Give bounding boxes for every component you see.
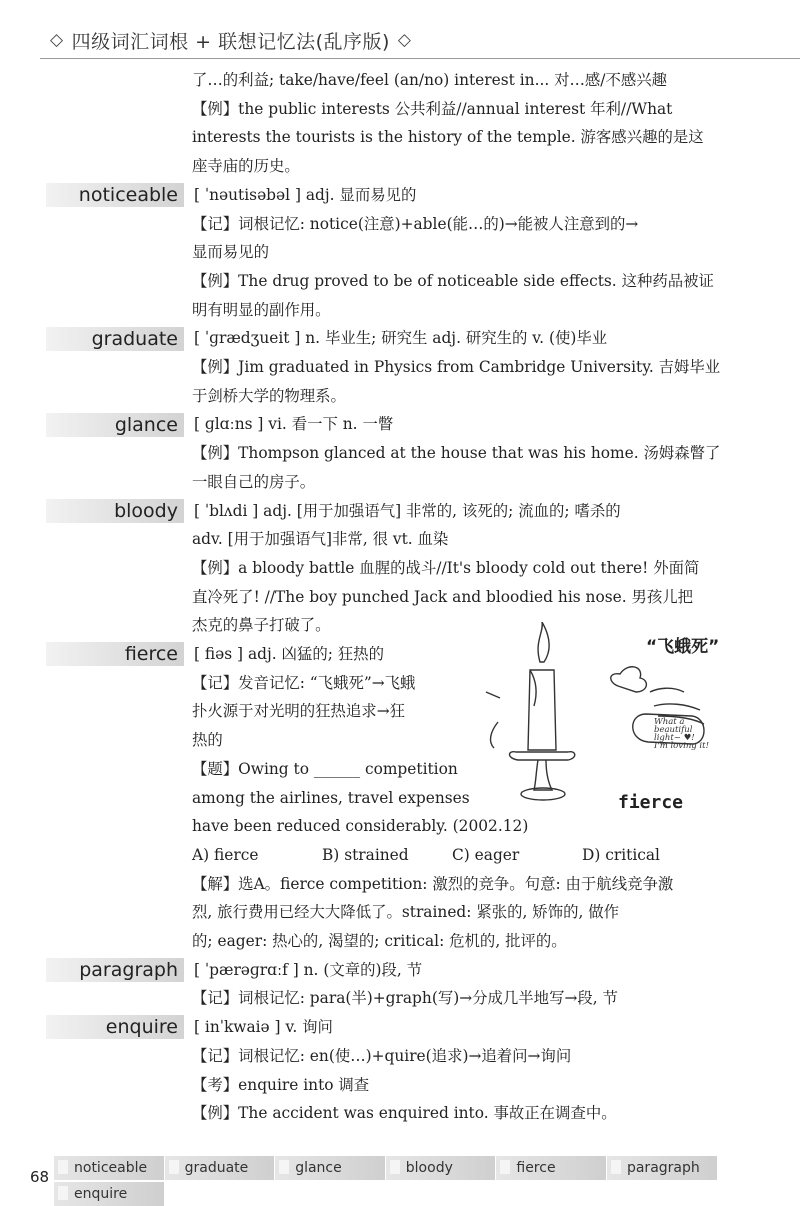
candle-moth-illustration xyxy=(478,622,728,812)
text-line: have been reduced considerably. (2002.12) xyxy=(192,817,529,836)
answer-choice: D) critical xyxy=(582,845,660,864)
text-line: 直冷死了! //The boy punched Jack and bloodied his nose. 男孩儿把 xyxy=(192,587,694,606)
entry-head xyxy=(46,181,736,210)
entry-head xyxy=(46,956,736,985)
text-line: 显而易见的 xyxy=(192,243,269,262)
answer-choice: B) strained xyxy=(322,845,409,864)
text-line: 了…的利益; take/have/feel (an/no) interest in... 对…感/不感兴趣 xyxy=(192,71,668,89)
text-line: among the airlines, travel expenses xyxy=(192,788,470,807)
illustration-title: “飞蛾死” xyxy=(646,637,720,657)
diamond-icon: ◇ xyxy=(397,30,412,50)
text-line: 【记】词根记忆: para(半)+graph(写)→分成几半地写→段, 节 xyxy=(192,989,618,1008)
text-line: 【例】The drug proved to be of noticeable side effects. 这种药品被证 xyxy=(192,271,714,290)
illustration-caption: fierce xyxy=(618,792,684,812)
text-line: 【记】词根记忆: en(使…)+quire(追求)→追着问→询问 xyxy=(192,1046,572,1065)
text-line: adv. [用于加强语气]非常, 很 vt. 血染 xyxy=(192,530,449,549)
text-line: 明有明显的副作用。 xyxy=(192,300,331,319)
answer-choices xyxy=(46,841,736,870)
text-line: 【题】Owing to ______ competition xyxy=(192,759,458,778)
text-line: 扑火源于对光明的狂热追求→狂 xyxy=(192,702,405,721)
bubble-line: light~ ♥! xyxy=(654,733,695,743)
definition: [ fiəs ] adj. 凶猛的; 狂热的 xyxy=(194,645,384,663)
footer-word: noticeable xyxy=(54,1156,165,1180)
entry-head xyxy=(46,1013,736,1042)
footer-word: glance xyxy=(275,1156,386,1180)
entry-head xyxy=(46,324,736,353)
headword: bloody xyxy=(46,499,184,523)
text-line: 烈, 旅行费用已经大大降低了。strained: 紧张的, 矫饰的, 做作 xyxy=(192,903,620,922)
headword: glance xyxy=(46,413,184,437)
header-title: 四级词汇词根 + 联想记忆法(乱序版) xyxy=(71,30,390,53)
headword: graduate xyxy=(46,327,184,351)
entry-head xyxy=(46,497,736,526)
footer-word: bloody xyxy=(386,1156,497,1180)
text-line: 【例】The accident was enquired into. 事故正在调查中。 xyxy=(192,1104,617,1123)
diamond-icon: ◇ xyxy=(50,30,64,50)
text-line: 热的 xyxy=(192,731,223,750)
running-header xyxy=(42,22,419,58)
definition: [ inˈkwaiə ] v. 询问 xyxy=(194,1018,333,1037)
text-line: 【考】enquire into 调查 xyxy=(192,1075,370,1094)
page-content xyxy=(46,66,736,1128)
text-line: 【记】发音记忆: “飞蛾死”→飞蛾 xyxy=(192,673,416,692)
bubble-line: I'm loving it! xyxy=(654,741,709,751)
footer-word: paragraph xyxy=(607,1156,718,1180)
text-line: 【例】the public interests 公共利益//annual interest 年利//What xyxy=(192,99,673,118)
footer-word-index xyxy=(54,1156,718,1206)
bubble-line: beautiful xyxy=(654,725,693,735)
definition: [ ˈɡrædʒueit ] n. 毕业生; 研究生 adj. 研究生的 v. (使)毕业 xyxy=(194,329,608,348)
footer-word: graduate xyxy=(165,1156,276,1180)
text-line: 座寺庙的历史。 xyxy=(192,157,300,176)
footer-word: fierce xyxy=(496,1156,607,1180)
answer-choice: A) fierce xyxy=(192,845,259,864)
footer-word: enquire xyxy=(54,1182,165,1206)
definition: [ ˈblʌdi ] adj. [用于加强语气] 非常的, 该死的; 流血的; 嗜杀的 xyxy=(194,501,621,520)
page-number: 68 xyxy=(30,1168,50,1186)
entry-head xyxy=(46,410,736,439)
definition: [ ˈnəutisəbəl ] adj. 显而易见的 xyxy=(194,185,417,204)
definition: [ ɡlɑːns ] vi. 看一下 n. 一瞥 xyxy=(194,415,394,434)
text-line: 一眼自己的房子。 xyxy=(192,472,316,491)
headword: paragraph xyxy=(46,958,184,982)
headword: noticeable xyxy=(46,183,184,207)
text-line: interests the tourists is the history of the temple. 游客感兴趣的是这 xyxy=(192,128,704,147)
headword: fierce xyxy=(46,642,184,666)
text-line: 【例】Jim graduated in Physics from Cambridge University. 吉姆毕业 xyxy=(192,358,721,376)
header-divider xyxy=(40,58,800,59)
text-line: 的; eager: 热心的, 渴望的; critical: 危机的, 批评的。 xyxy=(192,932,567,951)
text-line: 杰克的鼻子打破了。 xyxy=(192,616,331,635)
text-line: 于剑桥大学的物理系。 xyxy=(192,386,346,405)
bubble-line: What a xyxy=(654,717,685,727)
text-line: 【例】a bloody battle 血腥的战斗//It's bloody cold out there! 外面简 xyxy=(192,558,700,577)
text-line: 【解】选A。fierce competition: 激烈的竞争。句意: 由于航线竞争激 xyxy=(192,874,674,893)
answer-choice: C) eager xyxy=(452,845,520,864)
definition: [ ˈpærəɡrɑːf ] n. (文章的)段, 节 xyxy=(194,960,423,979)
text-line: 【记】词根记忆: notice(注意)+able(能…的)→能被人注意到的→ xyxy=(192,214,639,233)
text-line: 【例】Thompson glanced at the house that was his home. 汤姆森瞥了 xyxy=(192,444,721,463)
headword: enquire xyxy=(46,1015,184,1039)
